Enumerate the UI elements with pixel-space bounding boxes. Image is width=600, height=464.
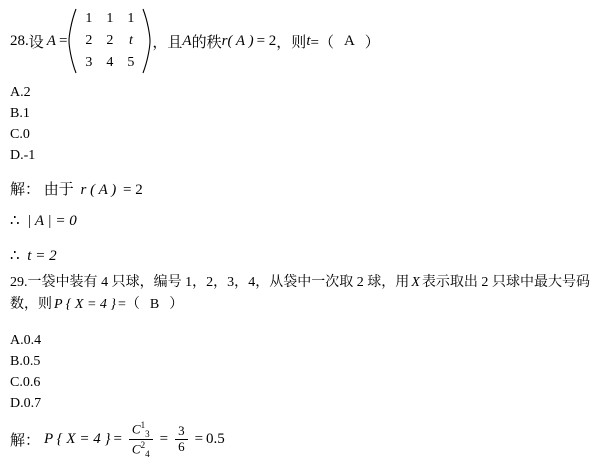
q28-solution-line-2 [10, 211, 77, 230]
q28-choice-c[interactable]: C.0 [10, 127, 30, 142]
combination-base: C [131, 421, 141, 437]
q28-equals: = [58, 32, 68, 49]
combination-superscript: 2 [140, 440, 146, 451]
q28-variable-t: t [306, 32, 311, 49]
q29-solution-line [10, 420, 225, 460]
fraction-numerator: 3 [178, 423, 185, 439]
q28-rank-text: 的秩 [191, 34, 222, 51]
combination-superscript: 1 [140, 420, 146, 430]
combination-fraction [129, 420, 153, 460]
q29-solution-lhs: P { X = 4 } [44, 431, 111, 448]
combination-base: C [131, 441, 141, 457]
q28-after-matrix-text: ，且 [152, 34, 183, 51]
question-28 [10, 8, 380, 74]
q29-number: 29. [10, 275, 28, 290]
q28-rank-argument: ( A ) [227, 32, 254, 49]
q28-choices [10, 82, 35, 166]
fraction-denominator [129, 439, 153, 459]
q29-text-part2: 表示取出 2 只球中最大号码数，则 [10, 275, 590, 312]
matrix-cell: 2 [106, 33, 114, 49]
solution-rank-arg: ( A ) [90, 182, 117, 198]
fraction-denominator: 6 [175, 439, 188, 455]
combination-subscript: 4 [145, 449, 150, 460]
q28-number: 28. [10, 32, 29, 49]
q28-choice-a[interactable]: A.2 [10, 85, 31, 100]
q28-solution-line-1 [10, 178, 143, 199]
q28-lead-text: 设 [28, 34, 44, 51]
matrix-cell: 1 [127, 11, 135, 27]
matrix-cell: 5 [127, 55, 135, 71]
q28-close-paren: ） [364, 34, 380, 51]
q29-choice-d[interactable]: D.0.7 [10, 396, 42, 411]
solution-label: 解： [10, 182, 41, 198]
matrix-left-paren [68, 8, 77, 74]
matrix-cell: t [128, 33, 133, 49]
matrix-row [78, 52, 141, 74]
matrix-row [78, 30, 141, 52]
matrix-right-paren [142, 8, 151, 74]
q28-comma-text: ，则 [276, 34, 307, 51]
matrix-row [78, 8, 141, 30]
solution-label: 解： [10, 433, 41, 450]
q29-solution-equals-1: = [113, 431, 122, 448]
fraction-numerator [129, 420, 153, 439]
determinant-expression: | A | = 0 [27, 213, 77, 229]
q28-matrix [68, 8, 151, 74]
therefore-symbol: ∴ [10, 248, 20, 264]
q29-choice-b[interactable]: B.0.5 [10, 354, 41, 369]
q28-answer: A [343, 32, 355, 49]
q29-text-part1: 一袋中装有 4 只球，编号 1，2，3，4，从袋中一次取 2 球，用 [27, 275, 410, 290]
q29-choice-a[interactable]: A.0.4 [10, 333, 42, 348]
q28-variable-A: A [46, 32, 56, 49]
q29-choice-c[interactable]: C.0.6 [10, 375, 41, 390]
question-29 [10, 272, 590, 316]
matrix-cell: 3 [85, 55, 93, 71]
matrix-table [78, 8, 141, 74]
q28-solution-line-3 [10, 246, 57, 265]
numeric-fraction [175, 424, 188, 455]
q28-equals-paren: =（ [310, 34, 334, 51]
q28-choice-b[interactable]: B.1 [10, 106, 30, 121]
matrix-cell: 2 [85, 33, 93, 49]
q28-choice-d[interactable]: D.-1 [10, 148, 36, 163]
q29-equals-paren: =（ [118, 297, 140, 312]
q29-solution-equals-3: = [194, 431, 204, 448]
solution-prefix: 由于 [43, 182, 74, 198]
matrix-cell: 1 [106, 11, 114, 27]
therefore-symbol: ∴ [10, 213, 20, 229]
matrix-cell: 4 [106, 55, 114, 71]
solution-rank-eq: = 2 [123, 182, 143, 198]
matrix-cell: 1 [85, 11, 93, 27]
q29-solution-equals-2: = [159, 431, 169, 448]
q28-rank-function: r [221, 32, 228, 49]
t-value-expression: t = 2 [27, 248, 57, 264]
q29-probability-expression: P { X = 4 } [54, 297, 116, 312]
q29-variable-X: X [411, 275, 420, 290]
q29-solution-result: 0.5 [206, 431, 225, 448]
solution-rank-fn: r [80, 182, 87, 198]
combination-subscript: 3 [145, 428, 150, 439]
q29-close-paren: ） [169, 297, 184, 312]
q28-variable-A2: A [182, 32, 192, 49]
q29-choices [10, 330, 41, 414]
q29-answer: B [149, 297, 160, 312]
q28-rank-equals: = 2 [256, 32, 277, 49]
